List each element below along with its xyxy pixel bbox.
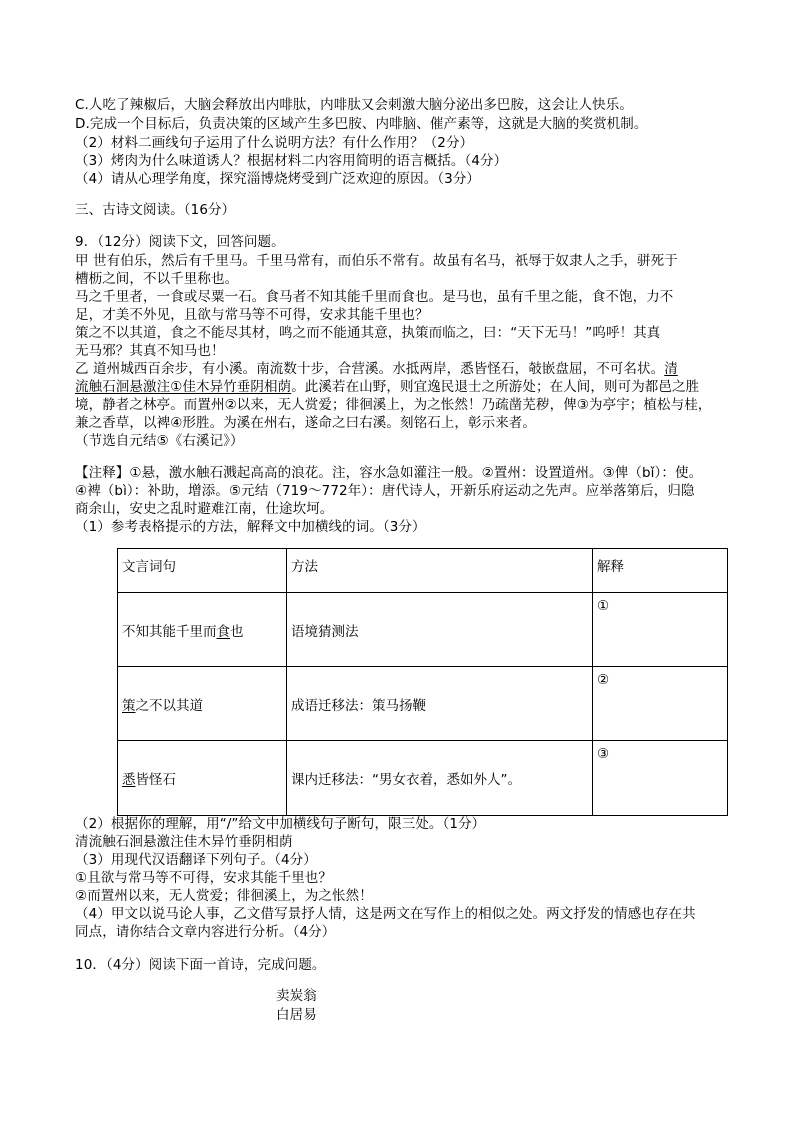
translate-sentence-2: ②而置州以来，无人赏爱；徘徊溪上，为之怅然！ bbox=[75, 888, 373, 904]
jia-line: 足，才美不外见，且欲与常马等不可得，安求其能千里也？ bbox=[75, 307, 429, 323]
table-cell-answer[interactable]: ③ bbox=[593, 741, 728, 816]
notes-line: 【注释】①悬，激水触石溅起高高的浪花。注，容水急如灌注一般。②置州：设置道州。③俾（bǐ）：使。 bbox=[75, 465, 703, 481]
phrase-text: 也 bbox=[230, 623, 244, 640]
q9-sub3: （3）用现代汉语翻译下列句子。（4分） bbox=[75, 852, 317, 868]
yi-line-text: 乙 道州城西百余步，有小溪。南流数十步，合营溪。水抵两岸，悉皆怪石，攲嵌盘屈，不可名状。 bbox=[75, 361, 665, 377]
yi-line: 兼之香草，以裨④形胜。为溪在州右，遂命之曰右溪。刻铭石上，彰示来者。 bbox=[75, 415, 537, 431]
yi-underlined-start: 清 bbox=[664, 361, 678, 377]
q9-intro: 9．（12分）阅读下文，回答问题。 bbox=[75, 234, 285, 250]
phrase-text: 皆怪石 bbox=[135, 772, 176, 788]
question-3: （3）烤肉为什么味道诱人？根据材料二内容用简明的语言概括。（4分） bbox=[75, 153, 508, 169]
table-cell-answer[interactable]: ② bbox=[593, 667, 728, 741]
q9-sub4-cont: 同点，请你结合文章内容进行分析。（4分） bbox=[75, 924, 336, 940]
table-header-row bbox=[118, 549, 728, 593]
yi-line-text: 。此溪若在山野，则宜逸民退士之所游处；在人间，则可为都邑之胜 bbox=[291, 379, 700, 395]
table-header: 方法 bbox=[287, 549, 593, 593]
q10-intro: 10．（4分）阅读下面一首诗，完成问题。 bbox=[75, 957, 326, 973]
explanation-table bbox=[117, 548, 728, 816]
phrase-underlined: 悉 bbox=[122, 772, 136, 788]
table-cell-method: 课内迁移法：“男女衣着，悉如外人”。 bbox=[287, 741, 593, 816]
question-4: （4）请从心理学角度，探究淄博烧烤受到广泛欢迎的原因。（3分） bbox=[75, 171, 481, 187]
table-header: 文言词句 bbox=[118, 549, 287, 593]
section-3-heading: 三、古诗文阅读。（16分） bbox=[75, 202, 236, 218]
q9-sub2: （2）根据你的理解，用“/”给文中加横线句子断句，限三处。（1分） bbox=[75, 816, 486, 832]
yi-underlined-sentence: 流触石洄悬激注①佳木异竹垂阴相荫 bbox=[75, 379, 292, 395]
notes-line: ④裨（bì）：补助，增添。⑤元结（719～772年）：唐代诗人，开新乐府运动之先声。应举落第后，归隐 bbox=[75, 483, 695, 499]
table-row bbox=[118, 667, 728, 741]
jia-line: 槽枥之间，不以千里称也。 bbox=[75, 271, 239, 287]
option-c: C.人吃了辣椒后，大脑会释放出内啡肽，内啡肽又会刺激大脑分泌出多巴胺，这会让人快乐。 bbox=[75, 97, 633, 113]
phrase-underlined: 策 bbox=[122, 697, 136, 714]
table-cell-method: 成语迁移法：策马扬鞭 bbox=[287, 667, 593, 741]
source-note: （节选自元结⑤《右溪记》） bbox=[75, 433, 244, 449]
table-row bbox=[118, 593, 728, 667]
table-row bbox=[118, 741, 728, 816]
q9-sub1: （1）参考表格提示的方法，解释文中加横线的词。（3分） bbox=[75, 519, 426, 535]
table-cell-answer[interactable]: ① bbox=[593, 593, 728, 667]
question-2: （2）材料二画线句子运用了什么说明方法？有什么作用？（2分） bbox=[75, 135, 474, 151]
q9-sub4: （4）甲文以说马论人事，乙文借写景抒人情，这是两文在写作上的相似之处。两文抒发的情感也存在共 bbox=[75, 906, 696, 922]
phrase-text: 不知其能千里而 bbox=[122, 623, 217, 640]
table-header: 解释 bbox=[593, 549, 728, 593]
yi-line bbox=[75, 378, 725, 397]
yi-line bbox=[75, 360, 725, 379]
jia-line: 无马邪？其真不知马也！ bbox=[75, 343, 225, 359]
table-cell-phrase bbox=[118, 741, 287, 816]
jia-line: 甲 世有伯乐，然后有千里马。千里马常有，而伯乐不常有。故虽有名马，祇辱于奴隶人之手，骈死于 bbox=[75, 253, 678, 269]
jia-line: 马之千里者，一食或尽粟一石。食马者不知其能千里而食也。是马也，虽有千里之能，食不饱，力不 bbox=[75, 289, 674, 305]
sentence-to-punctuate: 清流触石洄悬激注佳木异竹垂阴相荫 bbox=[75, 834, 293, 850]
poem-author: 白居易 bbox=[276, 1007, 317, 1023]
table-cell-phrase bbox=[118, 667, 287, 741]
table-cell-method: 语境猜测法 bbox=[287, 593, 593, 667]
poem-title: 卖炭翁 bbox=[276, 988, 317, 1004]
option-d: D.完成一个目标后，负责决策的区域产生多巴胺、内啡脑、催产素等，这就是大脑的奖赏机制。 bbox=[75, 116, 648, 132]
translate-sentence-1: ①且欲与常马等不可得，安求其能千里也？ bbox=[75, 870, 333, 886]
table-cell-phrase bbox=[118, 593, 287, 667]
notes-line: 商余山，安史之乱时避难江南，仕途坎坷。 bbox=[75, 501, 334, 517]
jia-line: 策之不以其道，食之不能尽其材，鸣之而不能通其意，执策而临之，曰：“天下无马！”呜呼！其真 bbox=[75, 325, 661, 341]
phrase-underlined: 食 bbox=[216, 623, 230, 640]
yi-line: 境，静者之林亭。而置州②以来，无人赏爱；徘徊溪上，为之怅然！乃疏凿芜秽，俾③为亭宇；植松与桂， bbox=[75, 397, 712, 413]
phrase-text: 之不以其道 bbox=[135, 697, 203, 714]
